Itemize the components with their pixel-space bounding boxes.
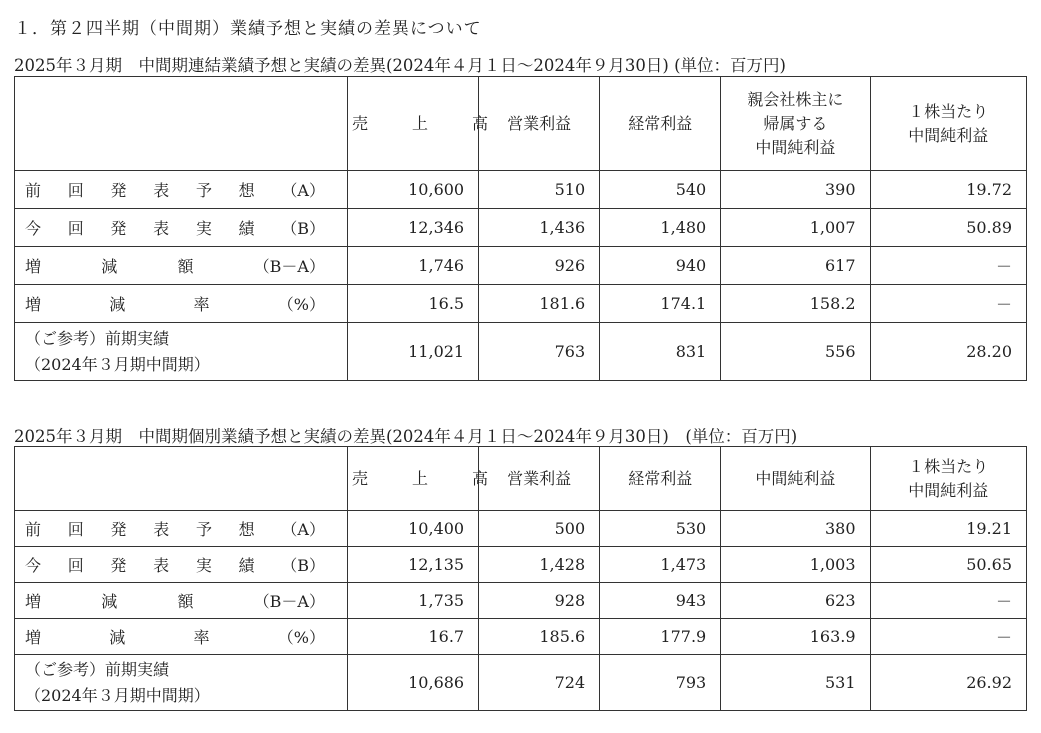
- column-header: [600, 447, 721, 511]
- row-label-char: 今: [25, 219, 42, 238]
- value-cell: 1,746: [347, 247, 478, 285]
- row-label: [15, 171, 348, 209]
- value-cell: 50.89: [870, 209, 1026, 247]
- header-row: [15, 77, 1027, 171]
- row-label-char: 率: [193, 628, 210, 647]
- column-header-line: 中間純利益: [908, 125, 989, 145]
- row-label-char: 発: [110, 181, 127, 200]
- row-label-char: [139, 254, 177, 277]
- value-cell: 10,600: [347, 171, 478, 209]
- row-label-char: [236, 292, 278, 315]
- row-label-char: 減: [109, 295, 126, 314]
- value-cell: 390: [721, 171, 870, 209]
- row-label-char: 増: [25, 257, 42, 276]
- row-label-chars: [25, 292, 325, 315]
- value-cell: 158.2: [721, 285, 870, 323]
- column-header-line: 経常利益: [628, 113, 693, 133]
- value-cell: 1,735: [347, 583, 478, 619]
- row-label-char: [63, 254, 101, 277]
- value-cell: －: [870, 285, 1026, 323]
- column-header: [347, 447, 502, 511]
- value-cell: 510: [479, 171, 600, 209]
- row-label-char: 増: [25, 592, 42, 611]
- row-label-char: （A）: [281, 520, 325, 539]
- value-cell: －: [870, 619, 1026, 655]
- column-header-line: 営業利益: [507, 468, 572, 488]
- row-label-char: 減: [109, 628, 126, 647]
- table-row: [15, 619, 1027, 655]
- row-label-char: 額: [177, 257, 194, 276]
- row-label-char: 増: [25, 628, 42, 647]
- row-label-char: 減: [101, 592, 118, 611]
- value-cell: 793: [600, 655, 721, 711]
- value-cell: 50.65: [870, 547, 1026, 583]
- value-cell: 28.20: [870, 323, 1026, 381]
- value-cell: －: [870, 247, 1026, 285]
- header-row: [15, 447, 1027, 511]
- value-cell: 16.7: [347, 619, 478, 655]
- table-row: [15, 547, 1027, 583]
- row-label-char: 発: [110, 219, 127, 238]
- column-header-line: 帰属する: [763, 113, 828, 133]
- row-label-char: 表: [153, 556, 170, 575]
- reference-row: [15, 323, 1027, 381]
- row-label-chars: [25, 178, 325, 201]
- value-cell: 1,003: [721, 547, 870, 583]
- row-label-char: 回: [67, 520, 84, 539]
- value-cell: －: [870, 583, 1026, 619]
- value-cell: 19.21: [870, 511, 1026, 547]
- column-header: [721, 447, 870, 511]
- nonconsolidated-table: [14, 446, 1027, 711]
- column-header-line: 売 上 高: [351, 468, 502, 488]
- row-label-char: [151, 625, 193, 648]
- row-label-char: 想: [238, 520, 255, 539]
- column-header-line: 親会社株主に: [747, 89, 844, 109]
- row-label-char: 増: [25, 295, 42, 314]
- reference-label-line: （ご参考）前期実績: [25, 659, 170, 679]
- table-row: [15, 247, 1027, 285]
- consolidated-table: [14, 76, 1027, 381]
- column-header-line: １株当たり: [908, 456, 989, 476]
- row-label-char: （%）: [277, 628, 325, 647]
- row-label-char: （%）: [277, 295, 325, 314]
- row-label-char: 回: [67, 219, 84, 238]
- consolidated-caption: 2025年３月期 中間期連結業績予想と実績の差異(2024年４月１日～2024年９月30日) (単位：百万円): [14, 56, 786, 75]
- value-cell: 185.6: [479, 619, 600, 655]
- row-label-char: [67, 625, 109, 648]
- row-label-char: 前: [25, 520, 42, 539]
- row-label-char: 回: [67, 556, 84, 575]
- row-label-char: [139, 589, 177, 612]
- value-cell: 763: [479, 323, 600, 381]
- value-cell: 530: [600, 511, 721, 547]
- column-header-line: 売 上 高: [351, 113, 502, 133]
- row-label: [15, 619, 348, 655]
- column-header: [721, 77, 870, 171]
- row-label: [15, 511, 348, 547]
- value-cell: 181.6: [479, 285, 600, 323]
- column-header-line: 中間純利益: [755, 468, 836, 488]
- value-cell: 617: [721, 247, 870, 285]
- nonconsolidated-caption: 2025年３月期 中間期個別業績予想と実績の差異(2024年４月１日～2024年９月30日) (単位：百万円): [14, 427, 798, 446]
- value-cell: 943: [600, 583, 721, 619]
- reference-label-line: （2024年３月期中間期）: [25, 685, 210, 705]
- value-cell: 26.92: [870, 655, 1026, 711]
- row-label: [15, 209, 348, 247]
- row-label-char: 額: [177, 592, 194, 611]
- row-label-char: 績: [238, 219, 255, 238]
- row-label-char: （A）: [281, 181, 325, 200]
- value-cell: 163.9: [721, 619, 870, 655]
- value-cell: 831: [600, 323, 721, 381]
- reference-label: [15, 323, 348, 381]
- table-row: [15, 511, 1027, 547]
- row-label-char: [216, 589, 254, 612]
- row-label-char: 率: [193, 295, 210, 314]
- row-label-char: （B）: [281, 219, 325, 238]
- row-label-char: 表: [153, 219, 170, 238]
- row-label-char: [216, 254, 254, 277]
- value-cell: 1,007: [721, 209, 870, 247]
- row-label-char: 減: [101, 257, 118, 276]
- reference-row: [15, 655, 1027, 711]
- row-label-char: 前: [25, 181, 42, 200]
- column-header-line: 経常利益: [628, 468, 693, 488]
- value-cell: 1,480: [600, 209, 721, 247]
- value-cell: 623: [721, 583, 870, 619]
- value-cell: 10,686: [347, 655, 478, 711]
- row-label: [15, 247, 348, 285]
- row-label-char: （B）: [281, 556, 325, 575]
- row-label-char: 想: [238, 181, 255, 200]
- row-label-char: 発: [110, 520, 127, 539]
- reference-label-line: （ご参考）前期実績: [25, 328, 170, 348]
- value-cell: 1,473: [600, 547, 721, 583]
- nonconsolidated-table-wrap: [14, 446, 1027, 711]
- row-label-char: [67, 292, 109, 315]
- row-label-chars: [25, 216, 325, 239]
- value-cell: 724: [479, 655, 600, 711]
- header-blank-cell: [15, 447, 348, 511]
- row-label: [15, 547, 348, 583]
- reference-label-line: （2024年３月期中間期）: [25, 354, 210, 374]
- value-cell: 926: [479, 247, 600, 285]
- column-header: [600, 77, 721, 171]
- row-label-char: （B－A）: [253, 592, 325, 611]
- row-label-chars: [25, 589, 325, 612]
- value-cell: 1,428: [479, 547, 600, 583]
- table-row: [15, 285, 1027, 323]
- value-cell: 174.1: [600, 285, 721, 323]
- column-header: [870, 447, 1026, 511]
- column-header-line: 営業利益: [507, 113, 572, 133]
- value-cell: 500: [479, 511, 600, 547]
- row-label-char: [236, 625, 278, 648]
- row-label-chars: [25, 553, 325, 576]
- value-cell: 177.9: [600, 619, 721, 655]
- row-label-chars: [25, 254, 325, 277]
- value-cell: 540: [600, 171, 721, 209]
- row-label-char: 表: [153, 181, 170, 200]
- row-label-char: 績: [238, 556, 255, 575]
- row-label-char: （B－A）: [253, 257, 325, 276]
- table-row: [15, 209, 1027, 247]
- row-label-char: 予: [195, 181, 212, 200]
- row-label-chars: [25, 625, 325, 648]
- value-cell: 10,400: [347, 511, 478, 547]
- row-label: [15, 583, 348, 619]
- row-label-char: [151, 292, 193, 315]
- row-label-char: 実: [195, 219, 212, 238]
- column-header: [870, 77, 1026, 171]
- table-row: [15, 171, 1027, 209]
- row-label-chars: [25, 517, 325, 540]
- value-cell: 12,346: [347, 209, 478, 247]
- row-label-char: 予: [195, 520, 212, 539]
- value-cell: 928: [479, 583, 600, 619]
- table-row: [15, 583, 1027, 619]
- header-blank-cell: [15, 77, 348, 171]
- row-label-char: [63, 589, 101, 612]
- value-cell: 11,021: [347, 323, 478, 381]
- section-heading: １．第２四半期（中間期）業績予想と実績の差異について: [14, 19, 482, 39]
- column-header-line: 中間純利益: [755, 137, 836, 157]
- value-cell: 556: [721, 323, 870, 381]
- column-header: [347, 77, 502, 171]
- row-label: [15, 285, 348, 323]
- value-cell: 380: [721, 511, 870, 547]
- row-label-char: 表: [153, 520, 170, 539]
- column-header-line: １株当たり: [908, 101, 989, 121]
- column-header-line: 中間純利益: [908, 480, 989, 500]
- value-cell: 940: [600, 247, 721, 285]
- value-cell: 19.72: [870, 171, 1026, 209]
- value-cell: 12,135: [347, 547, 478, 583]
- row-label-char: 実: [195, 556, 212, 575]
- row-label-char: 発: [110, 556, 127, 575]
- row-label-char: 回: [67, 181, 84, 200]
- reference-label: [15, 655, 348, 711]
- row-label-char: 今: [25, 556, 42, 575]
- value-cell: 16.5: [347, 285, 478, 323]
- consolidated-table-wrap: [14, 76, 1027, 381]
- value-cell: 531: [721, 655, 870, 711]
- value-cell: 1,436: [479, 209, 600, 247]
